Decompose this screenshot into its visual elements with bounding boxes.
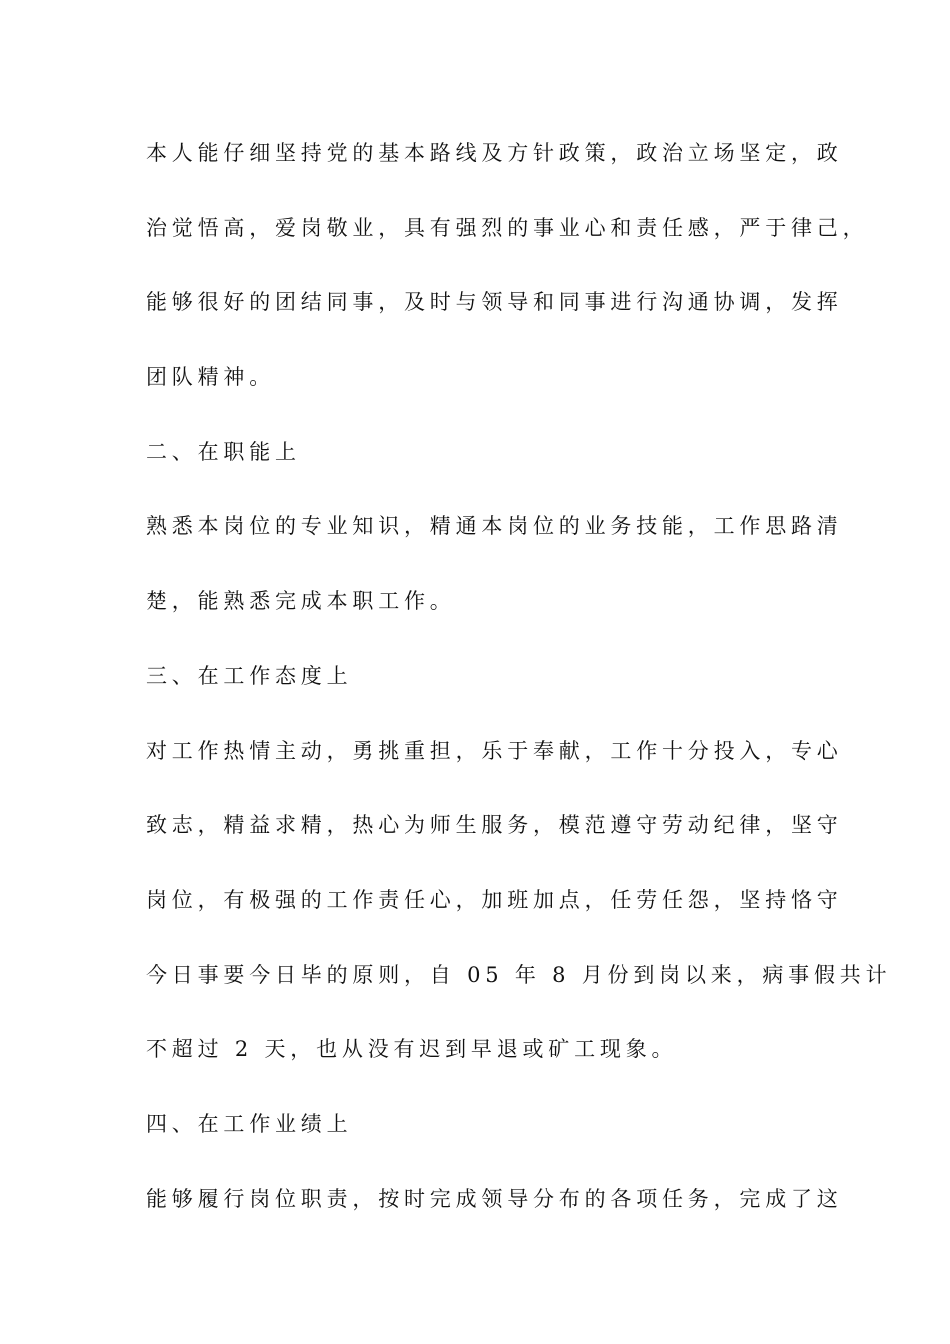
paragraph-line: 楚，能熟悉完成本职工作。 <box>146 589 456 614</box>
section-heading: 四、在工作业绩上 <box>146 1111 353 1136</box>
section-heading: 三、在工作态度上 <box>146 663 353 688</box>
paragraph-line: 致志，精益求精，热心为师生服务，模范遵守劳动纪律，坚守 <box>146 813 843 838</box>
paragraph-line: 岗位，有极强的工作责任心，加班加点，任劳任怨，坚持恪守 <box>146 887 843 912</box>
paragraph-line: 不超过 2 天，也从没有迟到早退或矿工现象。 <box>146 1037 678 1062</box>
document-body <box>146 131 892 1251</box>
paragraph-line: 本人能仔细坚持党的基本路线及方针政策，政治立场坚定，政 <box>146 141 843 165</box>
paragraph-line: 今日事要今日毕的原则，自 05 年 8 月份到岗以来，病事假共计 <box>146 962 892 987</box>
paragraph-line: 团队精神。 <box>146 365 275 390</box>
paragraph-line: 熟悉本岗位的专业知识，精通本岗位的业务技能，工作思路清 <box>146 514 843 539</box>
paragraph-line: 能够履行岗位职责，按时完成领导分布的各项任务，完成了这 <box>146 1186 843 1211</box>
paragraph-line: 对工作热情主动，勇挑重担，乐于奉献，工作十分投入，专心 <box>146 738 843 763</box>
section-heading: 二、在职能上 <box>146 439 301 464</box>
paragraph-line: 治觉悟高，爱岗敬业，具有强烈的事业心和责任感，严于律己， <box>146 215 869 240</box>
paragraph-line: 能够很好的团结同事，及时与领导和同事进行沟通协调，发挥 <box>146 290 843 315</box>
